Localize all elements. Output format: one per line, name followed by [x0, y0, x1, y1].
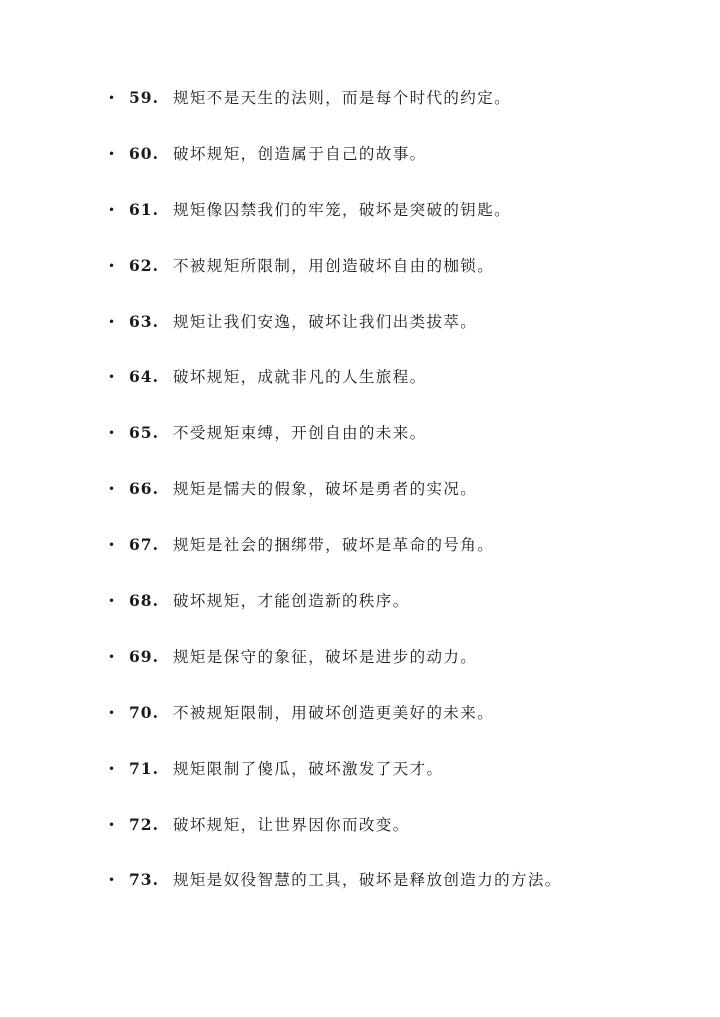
- item-text: 破坏规矩，创造属于自己的故事。: [173, 144, 427, 163]
- item-text: 不被规矩限制，用破坏创造更美好的未来。: [173, 703, 495, 722]
- item-text: 规矩是社会的捆绑带，破坏是革命的号角。: [173, 536, 495, 555]
- bullet-icon: •: [108, 258, 116, 273]
- item-number: 72.: [129, 814, 159, 834]
- bullet-icon: •: [108, 761, 116, 776]
- list-item: [0, 140, 720, 196]
- bullet-icon: •: [108, 538, 116, 553]
- item-text: 规矩让我们安逸，破坏让我们出类拔萃。: [173, 312, 478, 331]
- item-text: 破坏规矩，才能创造新的秩序。: [173, 592, 410, 611]
- item-number: 69.: [129, 646, 159, 666]
- list-item: [0, 755, 720, 811]
- bullet-icon: •: [108, 482, 116, 497]
- list-item: [0, 866, 720, 922]
- list-item: [0, 475, 720, 531]
- item-number: 73.: [129, 870, 159, 890]
- bullet-icon: •: [108, 649, 116, 664]
- bullet-icon: •: [108, 873, 116, 888]
- bullet-icon: •: [108, 705, 116, 720]
- bullet-icon: •: [108, 817, 116, 832]
- item-text: 不受规矩束缚，开创自由的未来。: [173, 424, 427, 443]
- item-number: 67.: [129, 535, 159, 555]
- list-item: [0, 699, 720, 755]
- item-text: 规矩限制了傻瓜，破坏激发了天才。: [173, 759, 444, 778]
- item-number: 61.: [129, 199, 159, 219]
- bullet-icon: •: [108, 202, 116, 217]
- item-text: 规矩不是天生的法则，而是每个时代的约定。: [173, 89, 512, 107]
- bullet-icon: •: [108, 594, 116, 609]
- bullet-icon: •: [108, 91, 116, 105]
- quote-list: [0, 84, 720, 922]
- list-item: [0, 419, 720, 475]
- list-item: [0, 811, 720, 867]
- item-text: 规矩像囚禁我们的牢笼，破坏是突破的钥匙。: [173, 200, 512, 219]
- item-number: 63.: [129, 311, 159, 331]
- bullet-icon: •: [108, 146, 116, 161]
- item-number: 68.: [129, 591, 159, 611]
- item-text: 破坏规矩，让世界因你而改变。: [173, 815, 410, 834]
- item-number: 71.: [129, 758, 159, 778]
- list-item: [0, 643, 720, 699]
- list-item: [0, 587, 720, 643]
- item-number: 62.: [129, 255, 159, 275]
- item-text: 不被规矩所限制，用创造破坏自由的枷锁。: [173, 256, 495, 275]
- item-text: 规矩是奴役智慧的工具，破坏是释放创造力的方法。: [173, 871, 562, 890]
- item-number: 70.: [129, 702, 159, 722]
- list-item: [0, 84, 720, 140]
- list-item: [0, 252, 720, 308]
- item-number: 60.: [129, 143, 159, 163]
- item-number: 64.: [129, 367, 159, 387]
- item-number: 66.: [129, 479, 159, 499]
- bullet-icon: •: [108, 426, 116, 441]
- item-text: 破坏规矩，成就非凡的人生旅程。: [173, 368, 427, 387]
- list-item: [0, 308, 720, 364]
- list-item: [0, 531, 720, 587]
- bullet-icon: •: [108, 370, 116, 385]
- item-number: 59.: [129, 88, 159, 107]
- list-item: [0, 363, 720, 419]
- item-text: 规矩是保守的象征，破坏是进步的动力。: [173, 647, 478, 666]
- list-item: [0, 196, 720, 252]
- bullet-icon: •: [108, 314, 116, 329]
- item-text: 规矩是懦夫的假象，破坏是勇者的实况。: [173, 480, 478, 499]
- item-number: 65.: [129, 423, 159, 443]
